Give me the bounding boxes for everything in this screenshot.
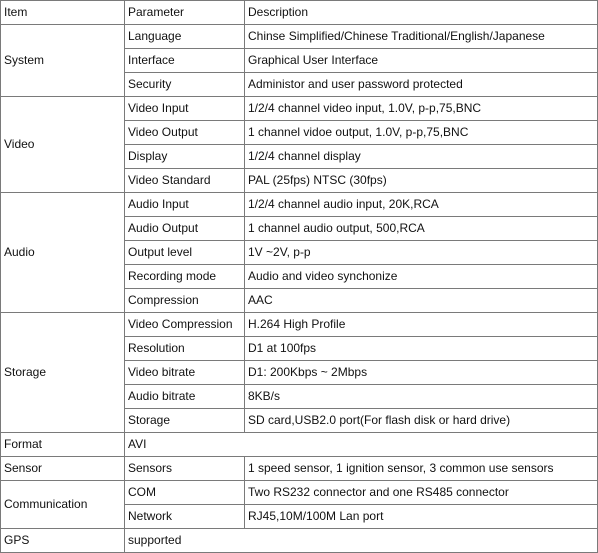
description-cell: D1 at 100fps bbox=[245, 337, 598, 361]
parameter-cell: Video bitrate bbox=[125, 361, 245, 385]
parameter-cell: Storage bbox=[125, 409, 245, 433]
description-cell: 1 channel vidoe output, 1.0V, p-p,75,BNC bbox=[245, 121, 598, 145]
parameter-cell: Video Input bbox=[125, 97, 245, 121]
parameter-cell: Compression bbox=[125, 289, 245, 313]
parameter-cell: Video Output bbox=[125, 121, 245, 145]
item-cell-sensor: Sensor bbox=[1, 457, 125, 481]
parameter-cell: Display bbox=[125, 145, 245, 169]
description-cell: SD card,USB2.0 port(For flash disk or hard drive) bbox=[245, 409, 598, 433]
parameter-cell: Audio Input bbox=[125, 193, 245, 217]
item-cell-video: Video bbox=[1, 97, 125, 193]
description-cell: 8KB/s bbox=[245, 385, 598, 409]
item-cell-gps: GPS bbox=[1, 529, 125, 553]
description-cell: PAL (25fps) NTSC (30fps) bbox=[245, 169, 598, 193]
header-item: Item bbox=[1, 1, 125, 25]
description-cell: 1/2/4 channel video input, 1.0V, p-p,75,BNC bbox=[245, 97, 598, 121]
description-cell: RJ45,10M/100M Lan port bbox=[245, 505, 598, 529]
description-cell: 1/2/4 channel audio input, 20K,RCA bbox=[245, 193, 598, 217]
table-row bbox=[1, 25, 598, 49]
parameter-cell: Audio Output bbox=[125, 217, 245, 241]
header-parameter: Parameter bbox=[125, 1, 245, 25]
description-cell: Administor and user password protected bbox=[245, 73, 598, 97]
parameter-cell: Video Standard bbox=[125, 169, 245, 193]
description-cell: 1/2/4 channel display bbox=[245, 145, 598, 169]
merged-value-cell: supported bbox=[125, 529, 598, 553]
description-cell: Chinse Simplified/Chinese Traditional/English/Japanese bbox=[245, 25, 598, 49]
table-row bbox=[1, 457, 598, 481]
description-cell: Graphical User Interface bbox=[245, 49, 598, 73]
description-cell: D1: 200Kbps ~ 2Mbps bbox=[245, 361, 598, 385]
header-description: Description bbox=[245, 1, 598, 25]
table-row bbox=[1, 433, 598, 457]
table-row bbox=[1, 97, 598, 121]
table-row bbox=[1, 481, 598, 505]
description-cell: Two RS232 connector and one RS485 connector bbox=[245, 481, 598, 505]
item-cell-storage: Storage bbox=[1, 313, 125, 433]
description-cell: 1 channel audio output, 500,RCA bbox=[245, 217, 598, 241]
description-cell: H.264 High Profile bbox=[245, 313, 598, 337]
item-cell-format: Format bbox=[1, 433, 125, 457]
description-cell: 1 speed sensor, 1 ignition sensor, 3 common use sensors bbox=[245, 457, 598, 481]
parameter-cell: Recording mode bbox=[125, 265, 245, 289]
parameter-cell: Sensors bbox=[125, 457, 245, 481]
parameter-cell: Audio bitrate bbox=[125, 385, 245, 409]
parameter-cell: Interface bbox=[125, 49, 245, 73]
item-cell-communication: Communication bbox=[1, 481, 125, 529]
table-row bbox=[1, 193, 598, 217]
merged-value-cell: AVI bbox=[125, 433, 598, 457]
parameter-cell: Resolution bbox=[125, 337, 245, 361]
table-row bbox=[1, 529, 598, 553]
item-cell-audio: Audio bbox=[1, 193, 125, 313]
parameter-cell: COM bbox=[125, 481, 245, 505]
parameter-cell: Network bbox=[125, 505, 245, 529]
parameter-cell: Language bbox=[125, 25, 245, 49]
description-cell: 1V ~2V, p-p bbox=[245, 241, 598, 265]
parameter-cell: Output level bbox=[125, 241, 245, 265]
item-cell-system: System bbox=[1, 25, 125, 97]
parameter-cell: Security bbox=[125, 73, 245, 97]
description-cell: AAC bbox=[245, 289, 598, 313]
table-row bbox=[1, 313, 598, 337]
parameter-cell: Video Compression bbox=[125, 313, 245, 337]
header-row bbox=[1, 1, 598, 25]
description-cell: Audio and video synchonize bbox=[245, 265, 598, 289]
